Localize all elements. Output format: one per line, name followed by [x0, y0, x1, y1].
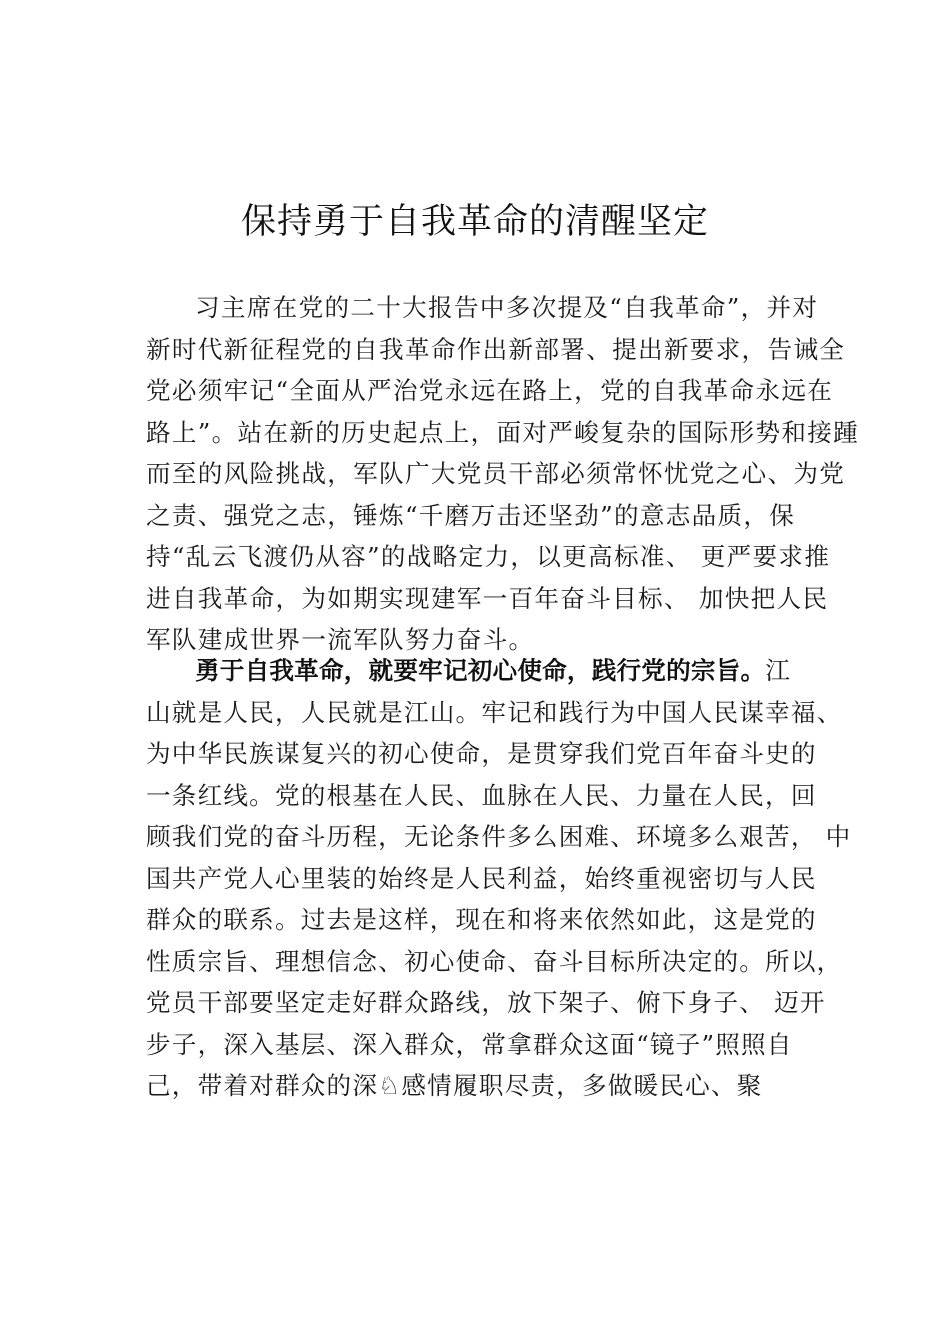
paragraph-1-line: 而至的风险挑战，军队广大党员干部必须常怀忧党之心、为党 — [146, 459, 846, 488]
paragraph-2-line: 己，带着对群众的深♘感情履职尽责，多做暖民心、聚 — [146, 1071, 763, 1100]
paragraph-1 — [146, 287, 860, 661]
paragraph-2-line: 党员干部要坚定走好群众路线，放下架子、俯下身子、 迈开 — [146, 988, 826, 1017]
document-title: 保持勇于自我革命的清醒坚定 — [240, 202, 709, 243]
paragraph-2-line: 一条红线。党的根基在人民、血脉在人民、力量在人民，回 — [146, 780, 817, 810]
paragraph-1-line: 党必须牢记“全面从严治党永远在路上，党的自我革命永远在 — [146, 376, 834, 405]
paragraph-1-line: 路上”。站在新的历史起点上，面对严峻复杂的国际形势和接踵 — [146, 417, 860, 447]
paragraph-2-lead-sentence: 勇于自我革命，就要牢记初心使命，践行党的宗旨。 — [195, 656, 766, 685]
paragraph-2-line: 国共产党人心里装的始终是人民利益，始终重视密切与人民 — [146, 863, 817, 893]
paragraph-1-line: 持“乱云飞渡仍从容”的战略定力，以更高标准、 更严要求推 — [146, 542, 831, 571]
paragraph-1-line: 新时代新征程党的自我革命作出新部署、提出新要求，告诫全 — [146, 334, 846, 364]
paragraph-2-line: 步子，深入基层、深入群众，常拿群众这面“镜子”照照自 — [146, 1029, 793, 1059]
paragraph-2-first-line — [146, 650, 826, 692]
paragraph-2-line: 群众的联系。过去是这样，现在和将来依然如此，这是党的 — [146, 905, 817, 934]
paragraph-2-line: 为中华民族谋复兴的初心使命，是贯穿我们党百年奋斗史的 — [146, 739, 817, 768]
paragraph-2 — [146, 650, 852, 1107]
paragraph-2-line: 性质宗旨、理想信念、初心使命、奋斗目标所决定的。所以， — [146, 946, 843, 976]
paragraph-1-line: 习主席在党的二十大报告中多次提及“自我革命”，并对 — [195, 293, 819, 322]
paragraph-2-line: 山就是人民，人民就是江山。牢记和践行为中国人民谋幸福、 — [146, 697, 843, 727]
paragraph-1-line: 进自我革命，为如期实现建军一百年奋斗目标、 加快把人民 — [146, 583, 829, 613]
paragraph-1-line: 之责、强党之志，锤炼“千磨万击还坚劲”的意志品质，保 — [146, 500, 796, 530]
paragraph-2-first-line-rest: 江 — [765, 656, 792, 685]
paragraph-2-line: 顾我们党的奋斗历程，无论条件多么困难、环境多么艰苦， 中 — [146, 822, 852, 851]
paragraph-1-line: 军队建成世界一流军队努力奋斗。 — [146, 625, 535, 654]
